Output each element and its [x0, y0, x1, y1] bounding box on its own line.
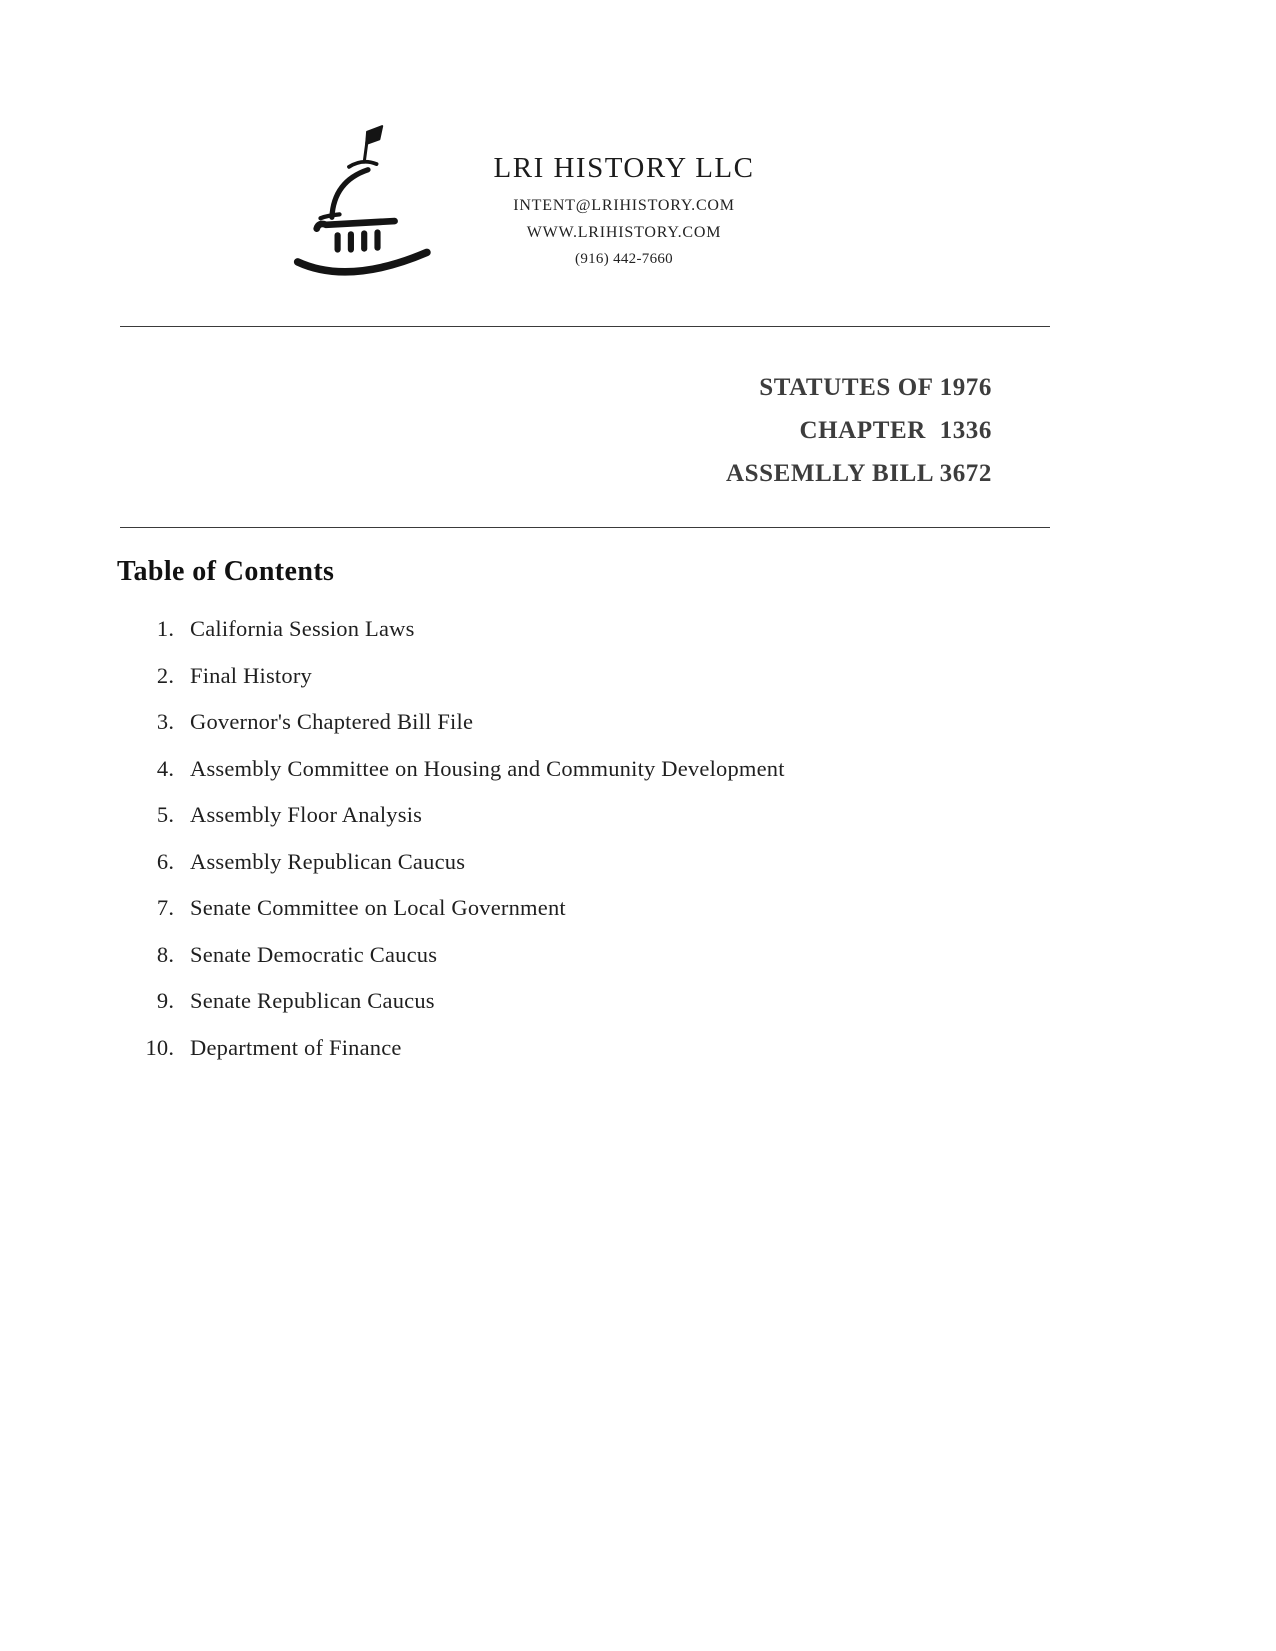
website-text: WWW.LRIHISTORY.COM [526, 224, 722, 241]
company-name: LRI HISTORY LLC [493, 152, 755, 184]
toc-item: 9. Senate Republican Caucus [180, 988, 785, 1014]
bill-line: ASSEMLLY BILL 3672 [726, 460, 992, 487]
divider-top [120, 326, 1050, 327]
phone-text: (916) 442-7660 [575, 251, 673, 267]
toc-item: 8. Senate Democratic Caucus [180, 942, 785, 968]
chapter-line: CHAPTER 1336 [799, 417, 992, 444]
statutes-line: STATUTES OF 1976 [759, 374, 992, 401]
toc-item: 4. Assembly Committee on Housing and Community Development [180, 756, 785, 782]
letterhead [292, 122, 774, 284]
toc-item: 7. Senate Committee on Local Government [180, 895, 785, 921]
toc-item: 6. Assembly Republican Caucus [180, 849, 785, 875]
capitol-logo-icon [292, 122, 444, 284]
toc-heading: Table of Contents [117, 556, 335, 587]
toc-item: 5. Assembly Floor Analysis [180, 802, 785, 828]
toc-item: 2. Final History [180, 663, 785, 689]
toc-item: 3. Governor's Chaptered Bill File [180, 709, 785, 735]
toc-list [118, 616, 785, 1081]
divider-bottom [120, 527, 1050, 528]
toc-item: 1. California Session Laws [180, 616, 785, 642]
email-text: INTENT@LRIHISTORY.COM [513, 197, 735, 214]
statute-title-block [726, 366, 992, 495]
contact-block [474, 122, 774, 268]
toc-item: 10. Department of Finance [180, 1035, 785, 1061]
